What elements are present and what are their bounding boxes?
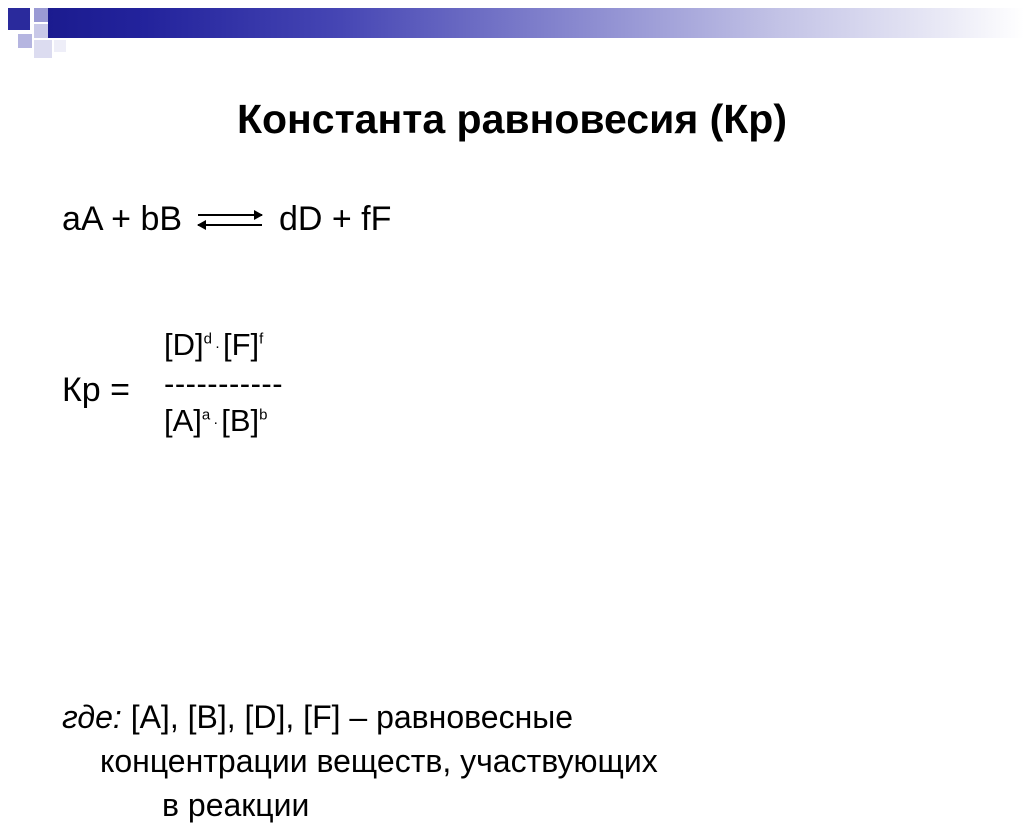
kp-label: Кр = [62,371,131,409]
banner-square-3 [34,24,48,38]
banner-square-2 [34,8,48,22]
slide-title: Константа равновесия (Кр) [236,96,788,142]
kp-formula [62,323,1024,453]
denominator-exponent-1: a [201,406,211,424]
banner-square-4 [18,34,32,48]
slide-body [0,195,1024,823]
numerator-term-1: [D] [164,327,204,362]
denominator-term-1: [A] [164,402,202,438]
formula-note [62,695,962,827]
numerator-term-2: [F] [222,327,260,362]
fraction-bar: ----------- [164,365,284,401]
reaction-equation [62,195,1024,243]
numerator-exponent-1: d [203,330,212,348]
denominator-term-2: [B] [221,402,260,438]
banner-square-5 [34,40,52,58]
note-line-3: в реакции [162,787,310,823]
kp-fraction [164,323,283,445]
equilibrium-arrows-icon [192,204,270,238]
banner-gradient-bar [48,8,1024,38]
note-line-1 [62,695,962,739]
banner-square-6 [54,40,66,52]
fraction-numerator [164,323,283,369]
denominator-exponent-2: b [259,406,268,424]
numerator-exponent-2: f [259,330,264,348]
reaction-left-side: aA + bB [62,200,183,238]
note-line-1-text: [A], [B], [D], [F] – равновесные [121,699,574,735]
arrow-forward-icon [198,214,262,216]
numerator-multiply-dot: · [214,337,220,355]
note-line-2: концентрации веществ, участвующих [100,743,658,779]
arrow-reverse-icon [198,224,262,226]
reaction-right-side: dD + fF [278,200,392,238]
denominator-multiply-dot: · [213,413,219,431]
note-where-label: где: [62,699,122,735]
banner-square-1 [8,8,30,30]
fraction-denominator [164,399,283,445]
slide-banner [0,0,1024,62]
